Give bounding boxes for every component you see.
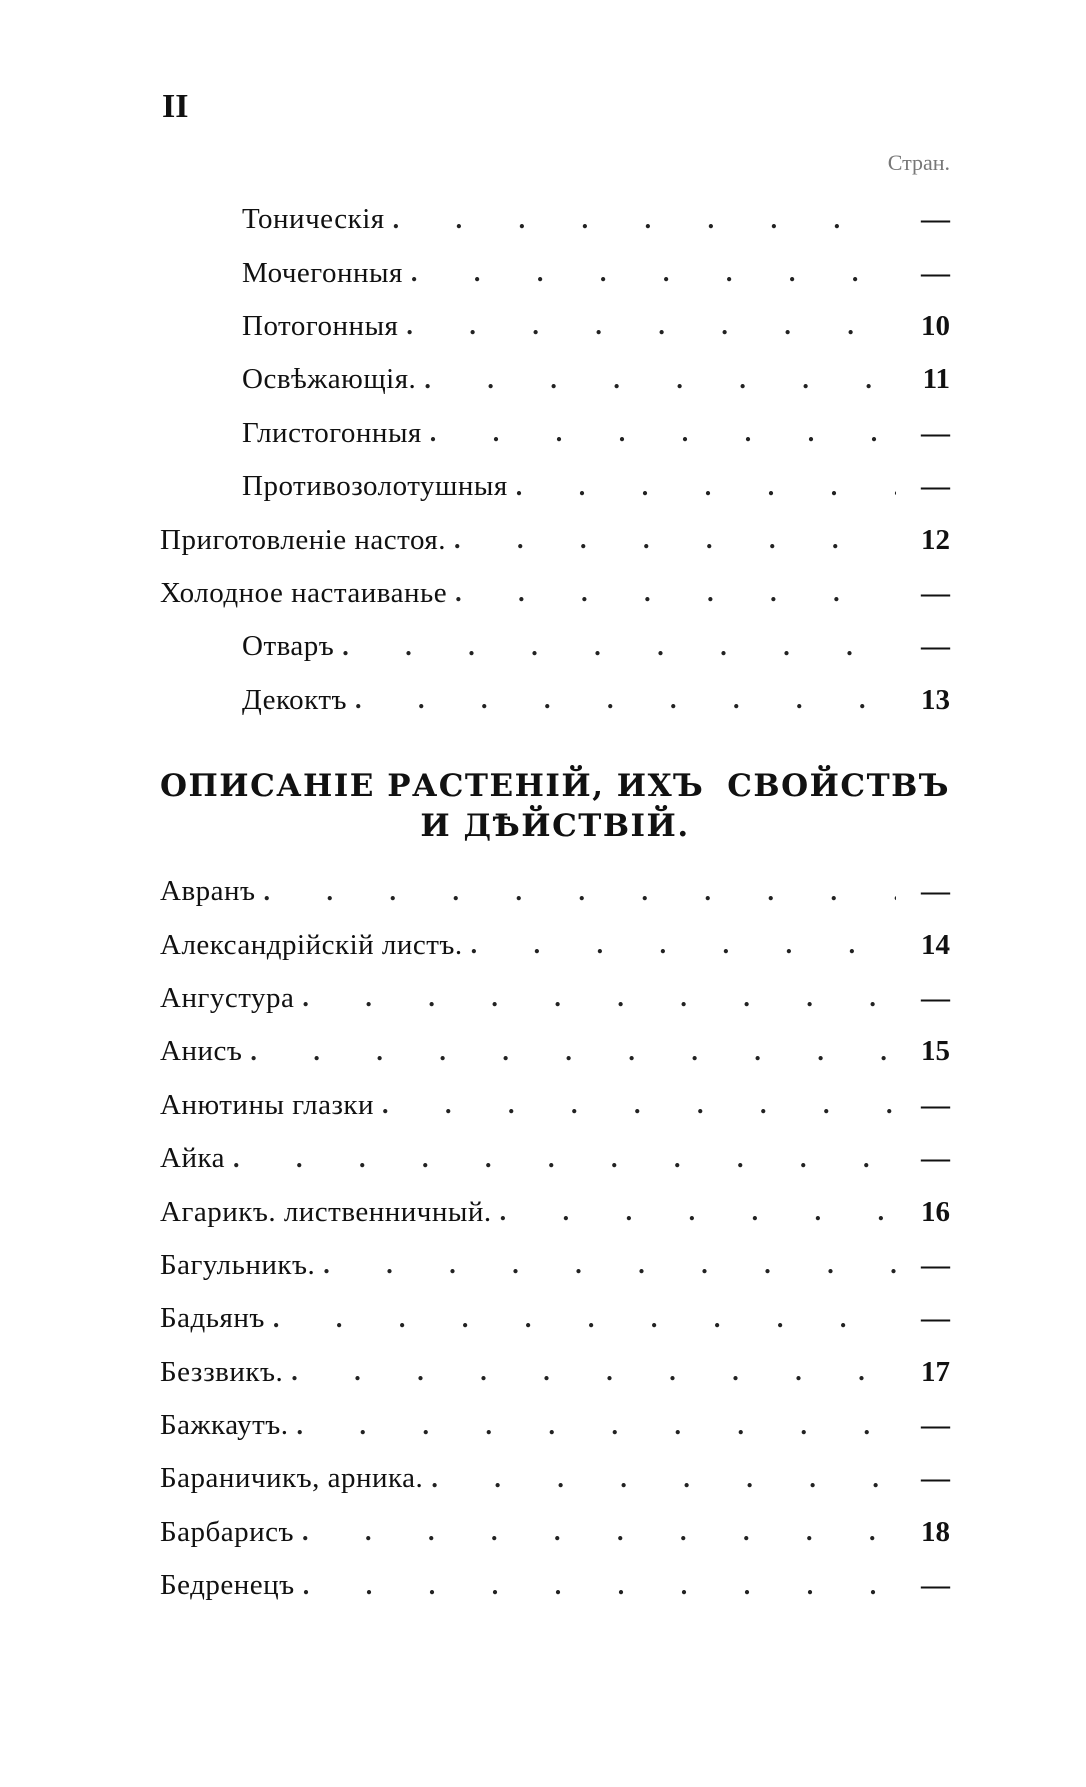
toc-entry [160, 1025, 950, 1078]
toc-entry-page: 11 [922, 363, 950, 396]
toc-entry-page: — [921, 1302, 950, 1335]
dot-leader [302, 983, 896, 1013]
toc-entry [160, 246, 950, 299]
dot-leader [302, 1517, 896, 1547]
toc-entry [160, 865, 950, 918]
page-column-label: Стран. [887, 150, 950, 175]
toc-entry-page: 14 [921, 928, 950, 961]
toc-entry-title: Бажкаутъ. [160, 1409, 289, 1442]
toc-entry [160, 1132, 950, 1185]
toc-entry-page: 13 [921, 683, 950, 716]
dot-leader [430, 418, 896, 448]
toc-entry [160, 1559, 950, 1612]
dot-leader [233, 1144, 896, 1174]
dot-leader [393, 205, 896, 235]
toc-entry-page: — [921, 875, 950, 908]
toc-entry-title: Айка [160, 1142, 225, 1175]
toc-entry-title: Освѣжающія. [242, 363, 417, 396]
dot-leader [431, 1464, 896, 1494]
toc-entry-page: 15 [921, 1035, 950, 1068]
toc-entry-page: — [921, 203, 950, 236]
toc-entry-title: Приготовленіе настоя. [160, 523, 446, 556]
toc-entry-title: Ангустура [160, 981, 295, 1014]
dot-leader [516, 472, 896, 502]
toc-entry-page: — [921, 1409, 950, 1442]
dot-leader [382, 1090, 896, 1120]
toc-entry [160, 1452, 950, 1505]
toc-entry [160, 1185, 950, 1238]
dot-leader [455, 578, 896, 608]
toc-entry [160, 407, 950, 460]
toc-entry-page: — [921, 981, 950, 1014]
toc-entry-title: Декоктъ [242, 683, 347, 716]
toc-entry-title: Барбарисъ [160, 1515, 295, 1548]
toc-entry [160, 1346, 950, 1399]
toc-entry-page: — [921, 416, 950, 449]
toc-entry-title: Анютины глазки [160, 1088, 375, 1121]
toc-entry-title: Бараничикъ, арника. [160, 1462, 424, 1495]
toc-entry [160, 300, 950, 353]
toc-entry [160, 1399, 950, 1452]
toc-entry-title: Александрійскій листъ. [160, 928, 463, 961]
toc-entry [160, 1079, 950, 1132]
toc-entry [160, 513, 950, 566]
toc-entry [160, 1239, 950, 1292]
dot-leader [303, 1571, 896, 1601]
dot-leader [424, 365, 896, 395]
toc-entry-page: — [921, 1569, 950, 1602]
toc-entry [160, 1506, 950, 1559]
dot-leader [264, 877, 896, 907]
toc-entry-title: Отваръ [242, 630, 335, 663]
dot-leader [454, 525, 896, 555]
dot-leader [406, 311, 896, 341]
toc-entry [160, 918, 950, 971]
section-heading [160, 766, 950, 846]
dot-leader [297, 1411, 896, 1441]
dot-leader [323, 1250, 896, 1280]
toc-entry-title: Бадьянъ [160, 1302, 265, 1335]
dot-leader [291, 1357, 896, 1387]
toc-entry [160, 567, 950, 620]
toc-entry-page: 18 [921, 1515, 950, 1548]
toc-entry-title: Агарикъ. лиственничный. [160, 1195, 492, 1228]
section-heading-line1-left: ОПИСАНІЕ РАСТЕНІЙ, ИХЪ [160, 768, 705, 804]
toc-entry [160, 1292, 950, 1345]
toc-entry-page: 16 [921, 1195, 950, 1228]
toc-entry-title: Багульникъ. [160, 1248, 316, 1281]
toc-entry-page: — [921, 256, 950, 289]
toc-entry-page: — [921, 576, 950, 609]
dot-leader [342, 632, 896, 662]
toc-top-list [160, 193, 950, 727]
dot-leader [500, 1197, 896, 1227]
toc-entry-title: Беззвикъ. [160, 1355, 284, 1388]
toc-entry-title: Авранъ [160, 875, 256, 908]
dot-leader [273, 1304, 896, 1334]
toc-bottom-list [160, 865, 950, 1612]
dot-leader [411, 258, 896, 288]
dot-leader [471, 930, 896, 960]
toc-entry-title: Бедренецъ [160, 1569, 295, 1602]
dot-leader [355, 685, 896, 715]
toc-entry-title: Мочегонныя [242, 256, 403, 289]
toc-entry-page: — [921, 1462, 950, 1495]
toc-entry-page: — [921, 1088, 950, 1121]
dot-leader [250, 1037, 896, 1067]
toc-entry-title: Тоническія [242, 203, 385, 236]
toc-entry-page: — [921, 470, 950, 503]
toc-entry-page: — [921, 1142, 950, 1175]
page-number: II [162, 88, 189, 125]
toc-entry-page: 10 [921, 309, 950, 342]
toc-entry-title: Противозолотушныя [242, 470, 508, 503]
toc-entry [160, 620, 950, 673]
toc-entry [160, 193, 950, 246]
toc-entry-page: 17 [921, 1355, 950, 1388]
toc-entry-title: Анисъ [160, 1035, 243, 1068]
toc-entry [160, 460, 950, 513]
toc-entry [160, 674, 950, 727]
toc-entry-page: 12 [921, 523, 950, 556]
toc-entry-title: Холодное настаиванье [160, 576, 448, 609]
toc-entry-page: — [921, 630, 950, 663]
toc-entry-title: Потогонныя [242, 309, 399, 342]
toc-entry-title: Глистогонныя [242, 416, 422, 449]
section-heading-line1-right: СВОЙСТВЪ [727, 768, 950, 804]
toc-entry-page: — [921, 1248, 950, 1281]
toc-entry [160, 972, 950, 1025]
toc-entry [160, 353, 950, 406]
section-heading-line2: И ДѢЙСТВІЙ. [420, 808, 690, 844]
